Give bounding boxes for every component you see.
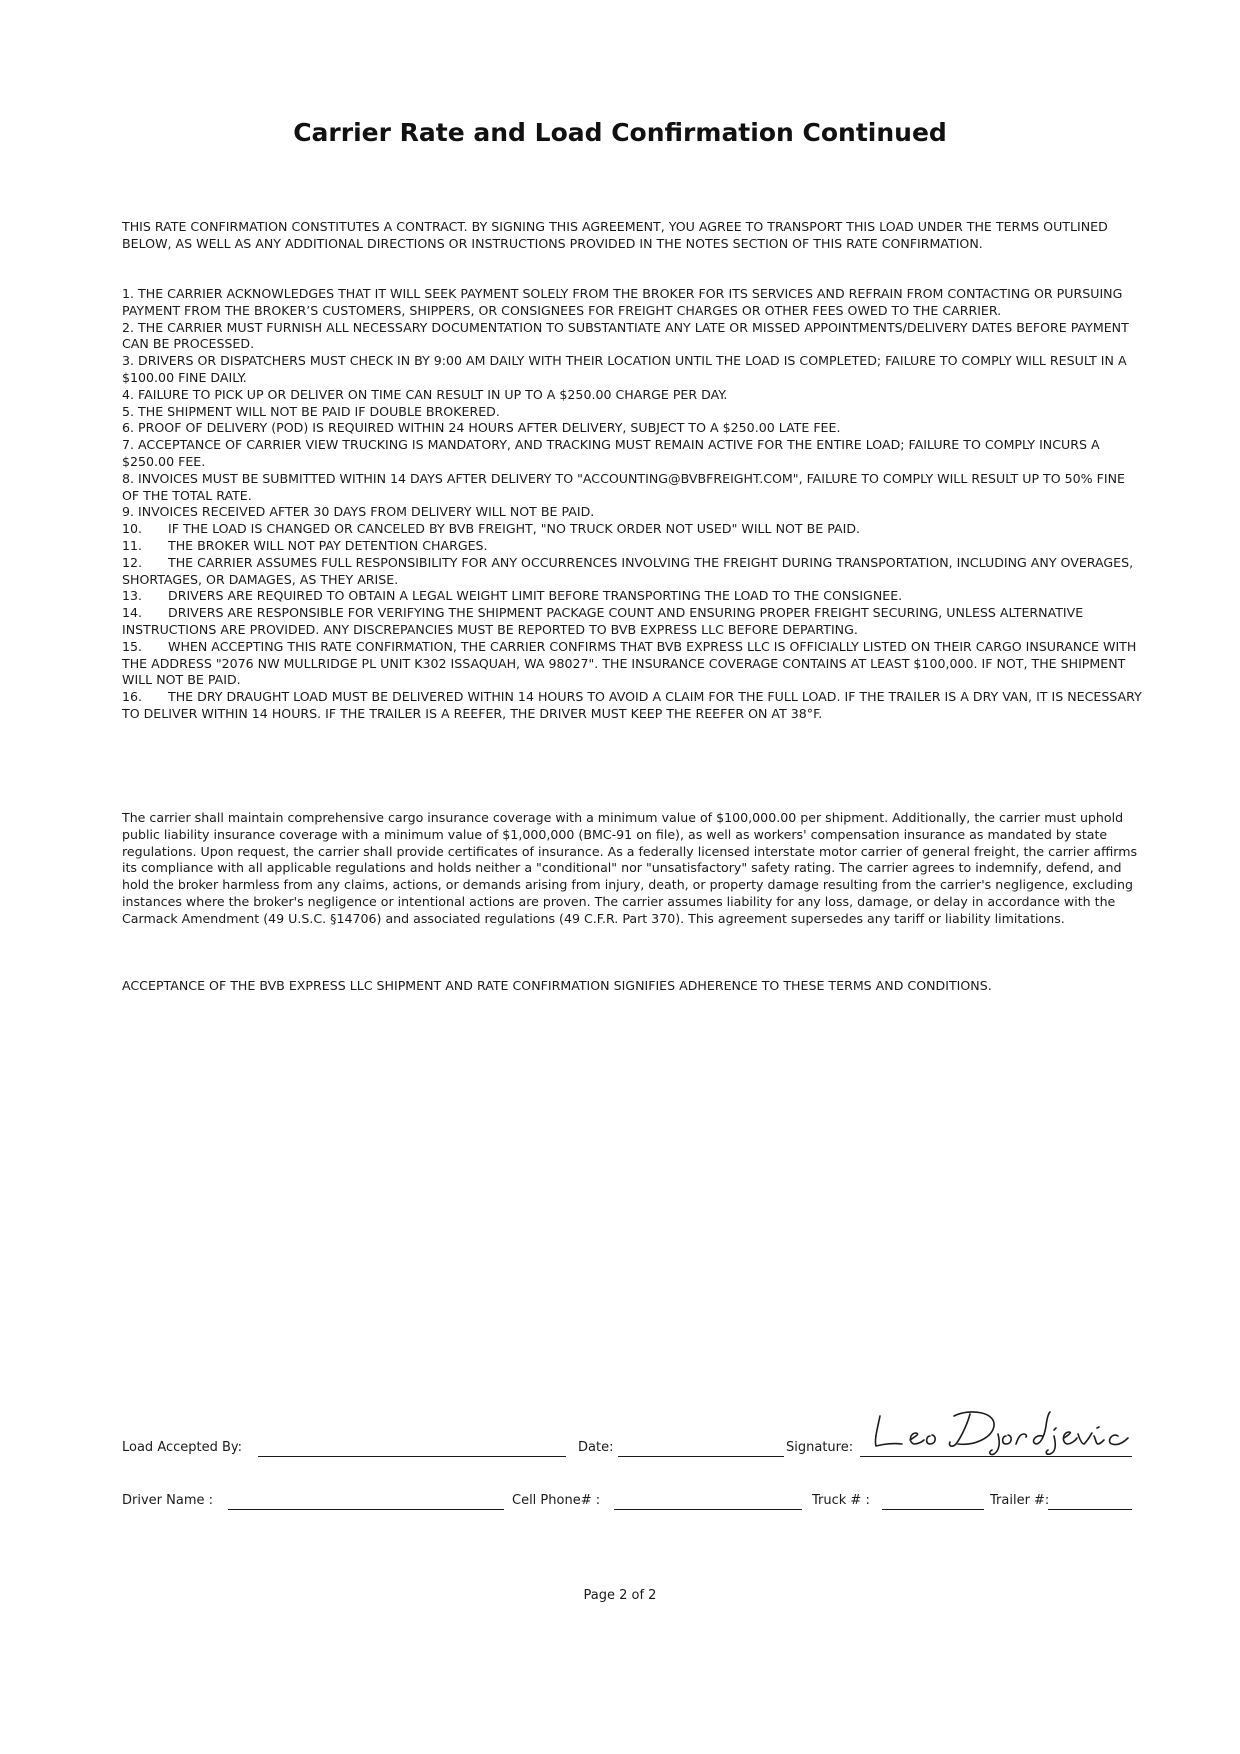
trailer-number-label: Trailer #:	[990, 1493, 1050, 1508]
term-item	[122, 555, 1142, 589]
cell-phone-label: Cell Phone# :	[512, 1493, 601, 1508]
term-number: 15.	[122, 638, 143, 654]
term-text: THE CARRIER ASSUMES FULL RESPONSIBILITY FOR ANY OCCURRENCES INVOLVING THE FREIGHT DURING TRANSPORTATION, INCLUDING ANY OVERAGES, SHORTAGES, OR DAMAGES, AS THEY ARISE.	[122, 554, 1134, 587]
term-item	[122, 387, 1142, 404]
term-number: 5.	[122, 403, 135, 419]
term-item	[122, 588, 1142, 605]
term-text: INVOICES MUST BE SUBMITTED WITHIN 14 DAYS AFTER DELIVERY TO "ACCOUNTING@BVBFREIGHT.COM", FAILURE TO COMPLY WILL RESULT UP TO 50% FINE OF THE TOTAL RATE.	[122, 470, 1125, 503]
signature-label: Signature:	[786, 1440, 854, 1455]
cell-phone-field[interactable]	[614, 1509, 802, 1510]
signature-field[interactable]	[860, 1456, 1132, 1457]
term-item	[122, 689, 1142, 723]
intro-paragraph: THIS RATE CONFIRMATION CONSTITUTES A CONTRACT. BY SIGNING THIS AGREEMENT, YOU AGREE TO TRANSPORT THIS LOAD UNDER THE TERMS OUTLINED BELOW, AS WELL AS ANY ADDITIONAL DIRECTIONS OR INSTRUCTIONS PROVIDED IN THE NOTES SECTION OF THIS RATE CONFIRMATION.	[122, 219, 1108, 251]
term-text: ACCEPTANCE OF CARRIER VIEW TRUCKING IS MANDATORY, AND TRACKING MUST REMAIN ACTIVE FOR THE ENTIRE LOAD; FAILURE TO COMPLY INCURS A $250.00 FEE.	[122, 437, 1100, 469]
date-label: Date:	[578, 1440, 614, 1455]
load-accepted-by-field[interactable]	[258, 1456, 566, 1457]
term-text: THE DRY DRAUGHT LOAD MUST BE DELIVERED WITHIN 14 HOURS TO AVOID A CLAIM FOR THE FULL LOAD. IF THE TRAILER IS A DRY VAN, IT IS NECESSARY TO DELIVER WITHIN 14 HOURS. IF THE TRAILER IS A REEFER, THE DRIVER MUST KEEP THE REEFER ON AT 38°F.	[122, 689, 1142, 721]
term-text: DRIVERS ARE RESPONSIBLE FOR VERIFYING THE SHIPMENT PACKAGE COUNT AND ENSURING PROPER FREIGHT SECURING, UNLESS ALTERNATIVE INSTRUCTIONS ARE PROVIDED. ANY DISCREPANCIES MUST BE REPORTED TO BVB EXPRESS LLC BEFORE DEPARTING.	[122, 605, 1084, 637]
term-text: THE CARRIER ACKNOWLEDGES THAT IT WILL SEEK PAYMENT SOLELY FROM THE BROKER FOR ITS SERVICES AND REFRAIN FROM CONTACTING OR PURSUING PAYMENT FROM THE BROKER’S CUSTOMERS, SHIPPERS, OR CONSIGNEES FOR FREIGHT CHARGES OR OTHER FEES OWED TO THE CARRIER.	[122, 286, 1123, 318]
term-item	[122, 538, 1142, 555]
term-number: 10.	[122, 521, 143, 537]
date-field[interactable]	[618, 1456, 784, 1457]
term-item	[122, 353, 1142, 387]
term-item	[122, 521, 1142, 538]
acceptance-statement: ACCEPTANCE OF THE BVB EXPRESS LLC SHIPMENT AND RATE CONFIRMATION SIGNIFIES ADHERENCE TO THESE TERMS AND CONDITIONS.	[122, 978, 992, 993]
term-number: 7.	[122, 437, 135, 453]
term-item	[122, 420, 1142, 437]
page-title: Carrier Rate and Load Confirmation Continued	[293, 118, 947, 147]
insurance-paragraph: The carrier shall maintain comprehensive cargo insurance coverage with a minimum value of $100,000.00 per shipment. Additionally, the carrier must uphold public liability insurance coverage with a minimum value of $1,000,000 (BMC-91 on file), as well as workers' compensation insurance as mandated by state regulations. Upon request, the carrier shall provide certificates of insurance. As a federally licensed interstate motor carrier of general freight, the carrier affirms its compliance with all applicable regulations and holds neither a "conditional" nor "unsatisfactory" safety rating. The carrier agrees to indemnify, defend, and hold the broker harmless from any claims, actions, or demands arising from injury, death, or property damage resulting from the carrier's negligence, excluding instances where the broker's negligence or intentional actions are proven. The carrier assumes liability for any loss, damage, or delay in accordance with the Carmack Amendment (49 U.S.C. §14706) and associated regulations (49 C.F.R. Part 370). This agreement supersedes any tariff or liability limitations.	[122, 810, 1138, 926]
term-number: 8.	[122, 470, 135, 486]
term-item	[122, 605, 1142, 639]
term-item	[122, 286, 1142, 320]
term-number: 3.	[122, 353, 135, 369]
term-number: 1.	[122, 286, 135, 301]
term-item	[122, 404, 1142, 421]
term-item	[122, 437, 1142, 471]
term-text: THE CARRIER MUST FURNISH ALL NECESSARY DOCUMENTATION TO SUBSTANTIATE ANY LATE OR MISSED APPOINTMENTS/DELIVERY DATES BEFORE PAYMENT CAN BE PROCESSED.	[122, 319, 1129, 352]
term-text: THE BROKER WILL NOT PAY DETENTION CHARGES.	[168, 537, 488, 553]
term-item	[122, 504, 1142, 521]
term-text: DRIVERS OR DISPATCHERS MUST CHECK IN BY 9:00 AM DAILY WITH THEIR LOCATION UNTIL THE LOAD IS COMPLETED; FAILURE TO COMPLY WILL RESULT IN A $100.00 FINE DAILY.	[122, 353, 1127, 385]
driver-name-label: Driver Name :	[122, 1493, 213, 1508]
page-number: Page 2 of 2	[583, 1588, 657, 1603]
term-text: FAILURE TO PICK UP OR DELIVER ON TIME CAN RESULT IN UP TO A $250.00 CHARGE PER DAY.	[138, 386, 728, 402]
load-accepted-by-label: Load Accepted By:	[122, 1440, 243, 1455]
terms-list	[122, 286, 1142, 723]
driver-name-field[interactable]	[228, 1509, 504, 1510]
term-text: DRIVERS ARE REQUIRED TO OBTAIN A LEGAL WEIGHT LIMIT BEFORE TRANSPORTING THE LOAD TO THE CONSIGNEE.	[168, 588, 903, 604]
handwritten-signature	[870, 1406, 1132, 1456]
term-text: THE SHIPMENT WILL NOT BE PAID IF DOUBLE BROKERED.	[138, 403, 500, 419]
term-number: 16.	[122, 689, 143, 705]
term-item	[122, 471, 1142, 505]
term-text: INVOICES RECEIVED AFTER 30 DAYS FROM DELIVERY WILL NOT BE PAID.	[138, 504, 595, 520]
term-item	[122, 320, 1142, 354]
term-text: PROOF OF DELIVERY (POD) IS REQUIRED WITHIN 24 HOURS AFTER DELIVERY, SUBJECT TO A $250.00 LATE FEE.	[138, 420, 841, 436]
term-item	[122, 639, 1142, 689]
truck-number-label: Truck # :	[812, 1493, 870, 1508]
term-text: WHEN ACCEPTING THIS RATE CONFIRMATION, THE CARRIER CONFIRMS THAT BVB EXPRESS LLC IS OFFICIALLY LISTED ON THEIR CARGO INSURANCE WITH THE ADDRESS "2076 NW MULLRIDGE PL UNIT K302 ISSAQUAH, WA 98027". THE INSURANCE COVERAGE CONTAINS AT LEAST $100,000. IF NOT, THE SHIPMENT WILL NOT BE PAID.	[122, 638, 1137, 688]
term-number: 4.	[122, 386, 135, 402]
term-number: 9.	[122, 504, 135, 520]
term-number: 14.	[122, 605, 143, 621]
truck-number-field[interactable]	[882, 1509, 984, 1510]
term-number: 11.	[122, 537, 143, 553]
term-number: 12.	[122, 554, 143, 570]
trailer-number-field[interactable]	[1048, 1509, 1132, 1510]
term-text: IF THE LOAD IS CHANGED OR CANCELED BY BVB FREIGHT, "NO TRUCK ORDER NOT USED" WILL NOT BE PAID.	[168, 521, 861, 537]
term-number: 6.	[122, 420, 135, 436]
term-number: 13.	[122, 588, 143, 604]
term-number: 2.	[122, 319, 135, 335]
